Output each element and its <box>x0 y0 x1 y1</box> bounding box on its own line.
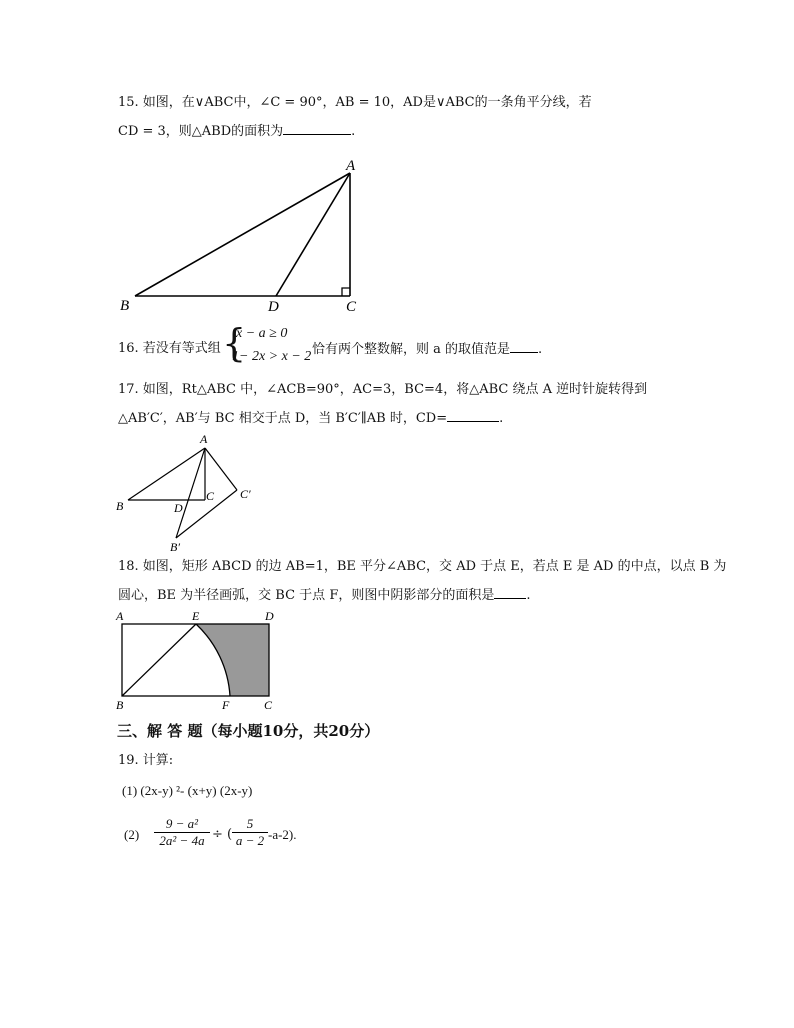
q19-fraction-2-denominator: a − 2 <box>235 833 265 848</box>
q19-part1-text: (1) (2x-y) ²- (x+y) (2x-y) <box>122 783 253 798</box>
fig15-label-a: A <box>346 158 356 174</box>
fig18-label-b: B <box>116 698 124 712</box>
fig15-side-ab <box>135 173 350 296</box>
q18-line2 <box>118 586 530 605</box>
fig17-label-d: D <box>174 501 183 515</box>
q16-prefix-text: 16. 若没有等式组 <box>118 341 221 356</box>
q19-part1 <box>122 782 252 800</box>
fig17-label-bp: B′ <box>170 540 180 554</box>
q18-answer-blank[interactable] <box>494 586 526 599</box>
fig18-label-a: A <box>116 609 124 623</box>
fig17-side-ab <box>128 448 205 500</box>
q16-prefix <box>118 340 221 358</box>
q15-line2 <box>118 122 355 141</box>
q16-answer-blank[interactable] <box>510 340 538 353</box>
section-3-heading: 三、解 答 题（每小题10分，共20分） <box>117 722 380 740</box>
q18-period: . <box>526 588 531 603</box>
q16-ineq2-text: 1− 2x > x − 2 <box>232 349 312 364</box>
q19-divide-text: ÷ ( <box>212 827 233 842</box>
q19-fraction-1-numerator: 9 − a² <box>154 816 210 833</box>
q19-fraction-2-numerator: 5 <box>232 816 268 833</box>
q16-brace: { <box>222 321 247 365</box>
q19-label <box>118 752 173 770</box>
fig15-segment-ad <box>276 173 350 296</box>
q19-part2-label <box>124 826 139 844</box>
q16-ineq1-text: x − a ≥ 0 <box>236 326 288 341</box>
q19-fraction-2 <box>232 816 268 849</box>
q19-part2-label-text: (2) <box>124 827 140 842</box>
fig18-label-f: F <box>222 698 230 712</box>
figure-q15 <box>110 155 380 320</box>
q16-suffix-text: 恰有两个整数解，则 a 的取值范是 <box>312 342 511 357</box>
fig17-label-cp: C′ <box>240 487 251 501</box>
fig18-segment-be <box>122 624 196 696</box>
q19-label-text: 19. 计算: <box>118 753 174 768</box>
fig18-label-e: E <box>192 609 200 623</box>
q15-line1 <box>118 94 592 112</box>
q15-line2-text: CD = 3，则△ABD的面积为 <box>118 124 284 139</box>
q15-line1-text: 15. 如图，在∨ABC中，∠C = 90°，AB = 10，AD是∨ABC的一条角平分线，若 <box>118 95 592 110</box>
q15-period: . <box>351 124 356 139</box>
fig18-label-d: D <box>265 609 274 623</box>
fig15-label-c: C <box>346 299 357 315</box>
q18-line2-text: 圆心，BE 为半径画弧，交 BC 于点 F，则图中阴影部分的面积是 <box>118 588 495 603</box>
fig17-label-a: A <box>200 432 208 446</box>
q15-answer-blank[interactable] <box>283 122 351 135</box>
q19-divide <box>212 826 232 844</box>
figure-q18 <box>112 608 282 712</box>
fig15-label-b: B <box>120 298 130 314</box>
q17-period: . <box>499 411 504 426</box>
q18-line1 <box>118 558 726 576</box>
fig17-side-abp <box>176 448 205 538</box>
q16-inequality-1 <box>236 325 287 343</box>
q16-inequality-2 <box>232 348 311 366</box>
fig15-label-d: D <box>268 299 279 315</box>
q17-line2 <box>118 409 503 428</box>
q16-suffix <box>312 340 542 359</box>
fig18-shaded-region <box>196 624 269 696</box>
q19-fraction-1 <box>154 816 210 849</box>
q19-fraction-1-denominator: 2a² − 4a <box>159 833 205 848</box>
figure-q17 <box>112 430 267 555</box>
q17-line1-text: 17. 如图，Rt△ABC 中，∠ACB=90°，AC=3，BC=4，将△ABC 绕点 A 逆时针旋转得到 <box>118 382 648 397</box>
q17-line1 <box>118 381 647 399</box>
fig17-label-c: C <box>206 489 215 503</box>
q19-tail-text: -a-2). <box>268 827 297 842</box>
fig15-right-angle <box>342 288 350 296</box>
q18-line1-text: 18. 如图，矩形 ABCD 的边 AB=1，BE 平分∠ABC，交 AD 于点 E，若点 E 是 AD 的中点，以点 B 为 <box>118 559 727 574</box>
q16-period: . <box>538 342 543 357</box>
q17-answer-blank[interactable] <box>447 409 499 422</box>
fig17-side-acp <box>205 448 237 490</box>
fig17-label-b: B <box>116 499 124 513</box>
fig18-label-c: C <box>264 698 273 712</box>
q19-tail <box>268 826 297 844</box>
q17-line2-text: △AB′C′，AB′与 BC 相交于点 D，当 B′C′∥AB 时，CD= <box>118 411 448 426</box>
